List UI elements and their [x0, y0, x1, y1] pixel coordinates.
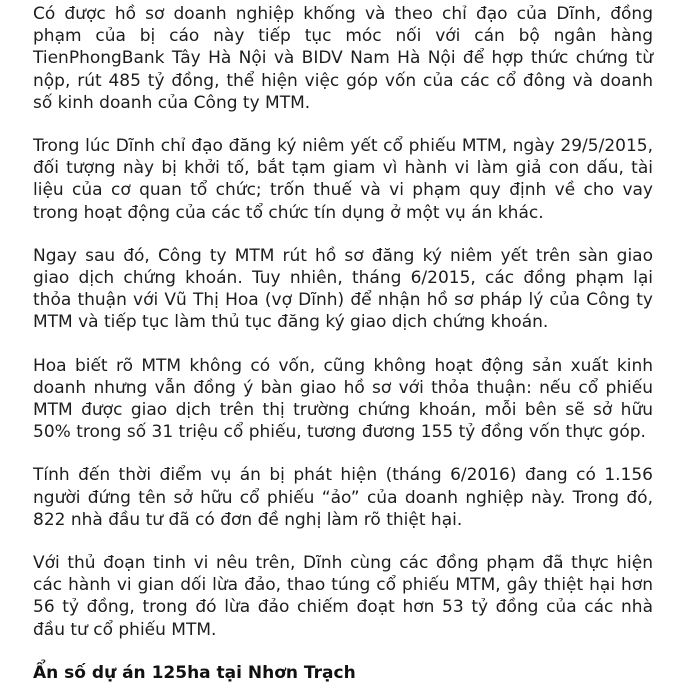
paragraph-damages-summary: Với thủ đoạn tinh vi nêu trên, Dĩnh cùng các đồng phạm đã thực hiện các hành vi gian dối lừa đảo, thao túng cổ phiếu MTM, gây thiệt hại hơn 56 tỷ đồng, trong đó lừa đảo chiếm đoạt hơn 53 tỷ đồng của các nhà đầu tư cổ phiếu MTM.: [33, 553, 653, 640]
paragraph-listing-withdrawal: Ngay sau đó, Công ty MTM rút hồ sơ đăng ký niêm yết trên sàn giao giao dịch chứng khoán. Tuy nhiên, tháng 6/2015, các đồng phạm lại thỏa thuận với Vũ Thị Hoa (vợ Dĩnh) để nhận hồ sơ pháp lý của Công ty MTM và tiếp tục làm thủ tục đăng ký giao dịch chứng khoán.: [33, 245, 653, 333]
paragraph-document-forgery: Có được hồ sơ doanh nghiệp khống và theo chỉ đạo của Dĩnh, đồng phạm của bị cáo này tiếp tục móc nối với cán bộ ngân hàng TienPhongBank Tây Hà Nội và BIDV Nam Hà Nội để hợp thức chứng từ nộp, rút 485 tỷ đồng, thể hiện việc góp vốn của các cổ đông và doanh số kinh doanh của Công ty MTM.: [33, 4, 653, 113]
paragraph-arrest: Trong lúc Dĩnh chỉ đạo đăng ký niêm yết cổ phiếu MTM, ngày 29/5/2015, đối tượng này bị khởi tố, bắt tạm giam vì hành vi làm giả con dấu, tài liệu của cơ quan tổ chức; trốn thuế và vi phạm quy định về cho vay trong hoạt động của các tổ chức tín dụng ở một vụ án khác.: [33, 136, 653, 223]
paragraph-investors-affected: Tính đến thời điểm vụ án bị phát hiện (tháng 6/2016) đang có 1.156 người đứng tên sở hữu cổ phiếu “ảo” của doanh nghiệp này. Trong đó, 822 nhà đầu tư đã có đơn đề nghị làm rõ thiệt hại.: [33, 465, 653, 530]
paragraph-hoa-agreement: Hoa biết rõ MTM không có vốn, cũng không hoạt động sản xuất kinh doanh nhưng vẫn đồng ý bàn giao hồ sơ với thỏa thuận: nếu cổ phiếu MTM được giao dịch trên thị trường chứng khoán, mỗi bên sẽ sở hữu 50% trong số 31 triệu cổ phiếu, tương đương 155 tỷ đồng vốn thực góp.: [33, 355, 653, 443]
section-subheading: Ẩn số dự án 125ha tại Nhơn Trạch: [33, 662, 356, 683]
article-body: [33, 3, 653, 684]
